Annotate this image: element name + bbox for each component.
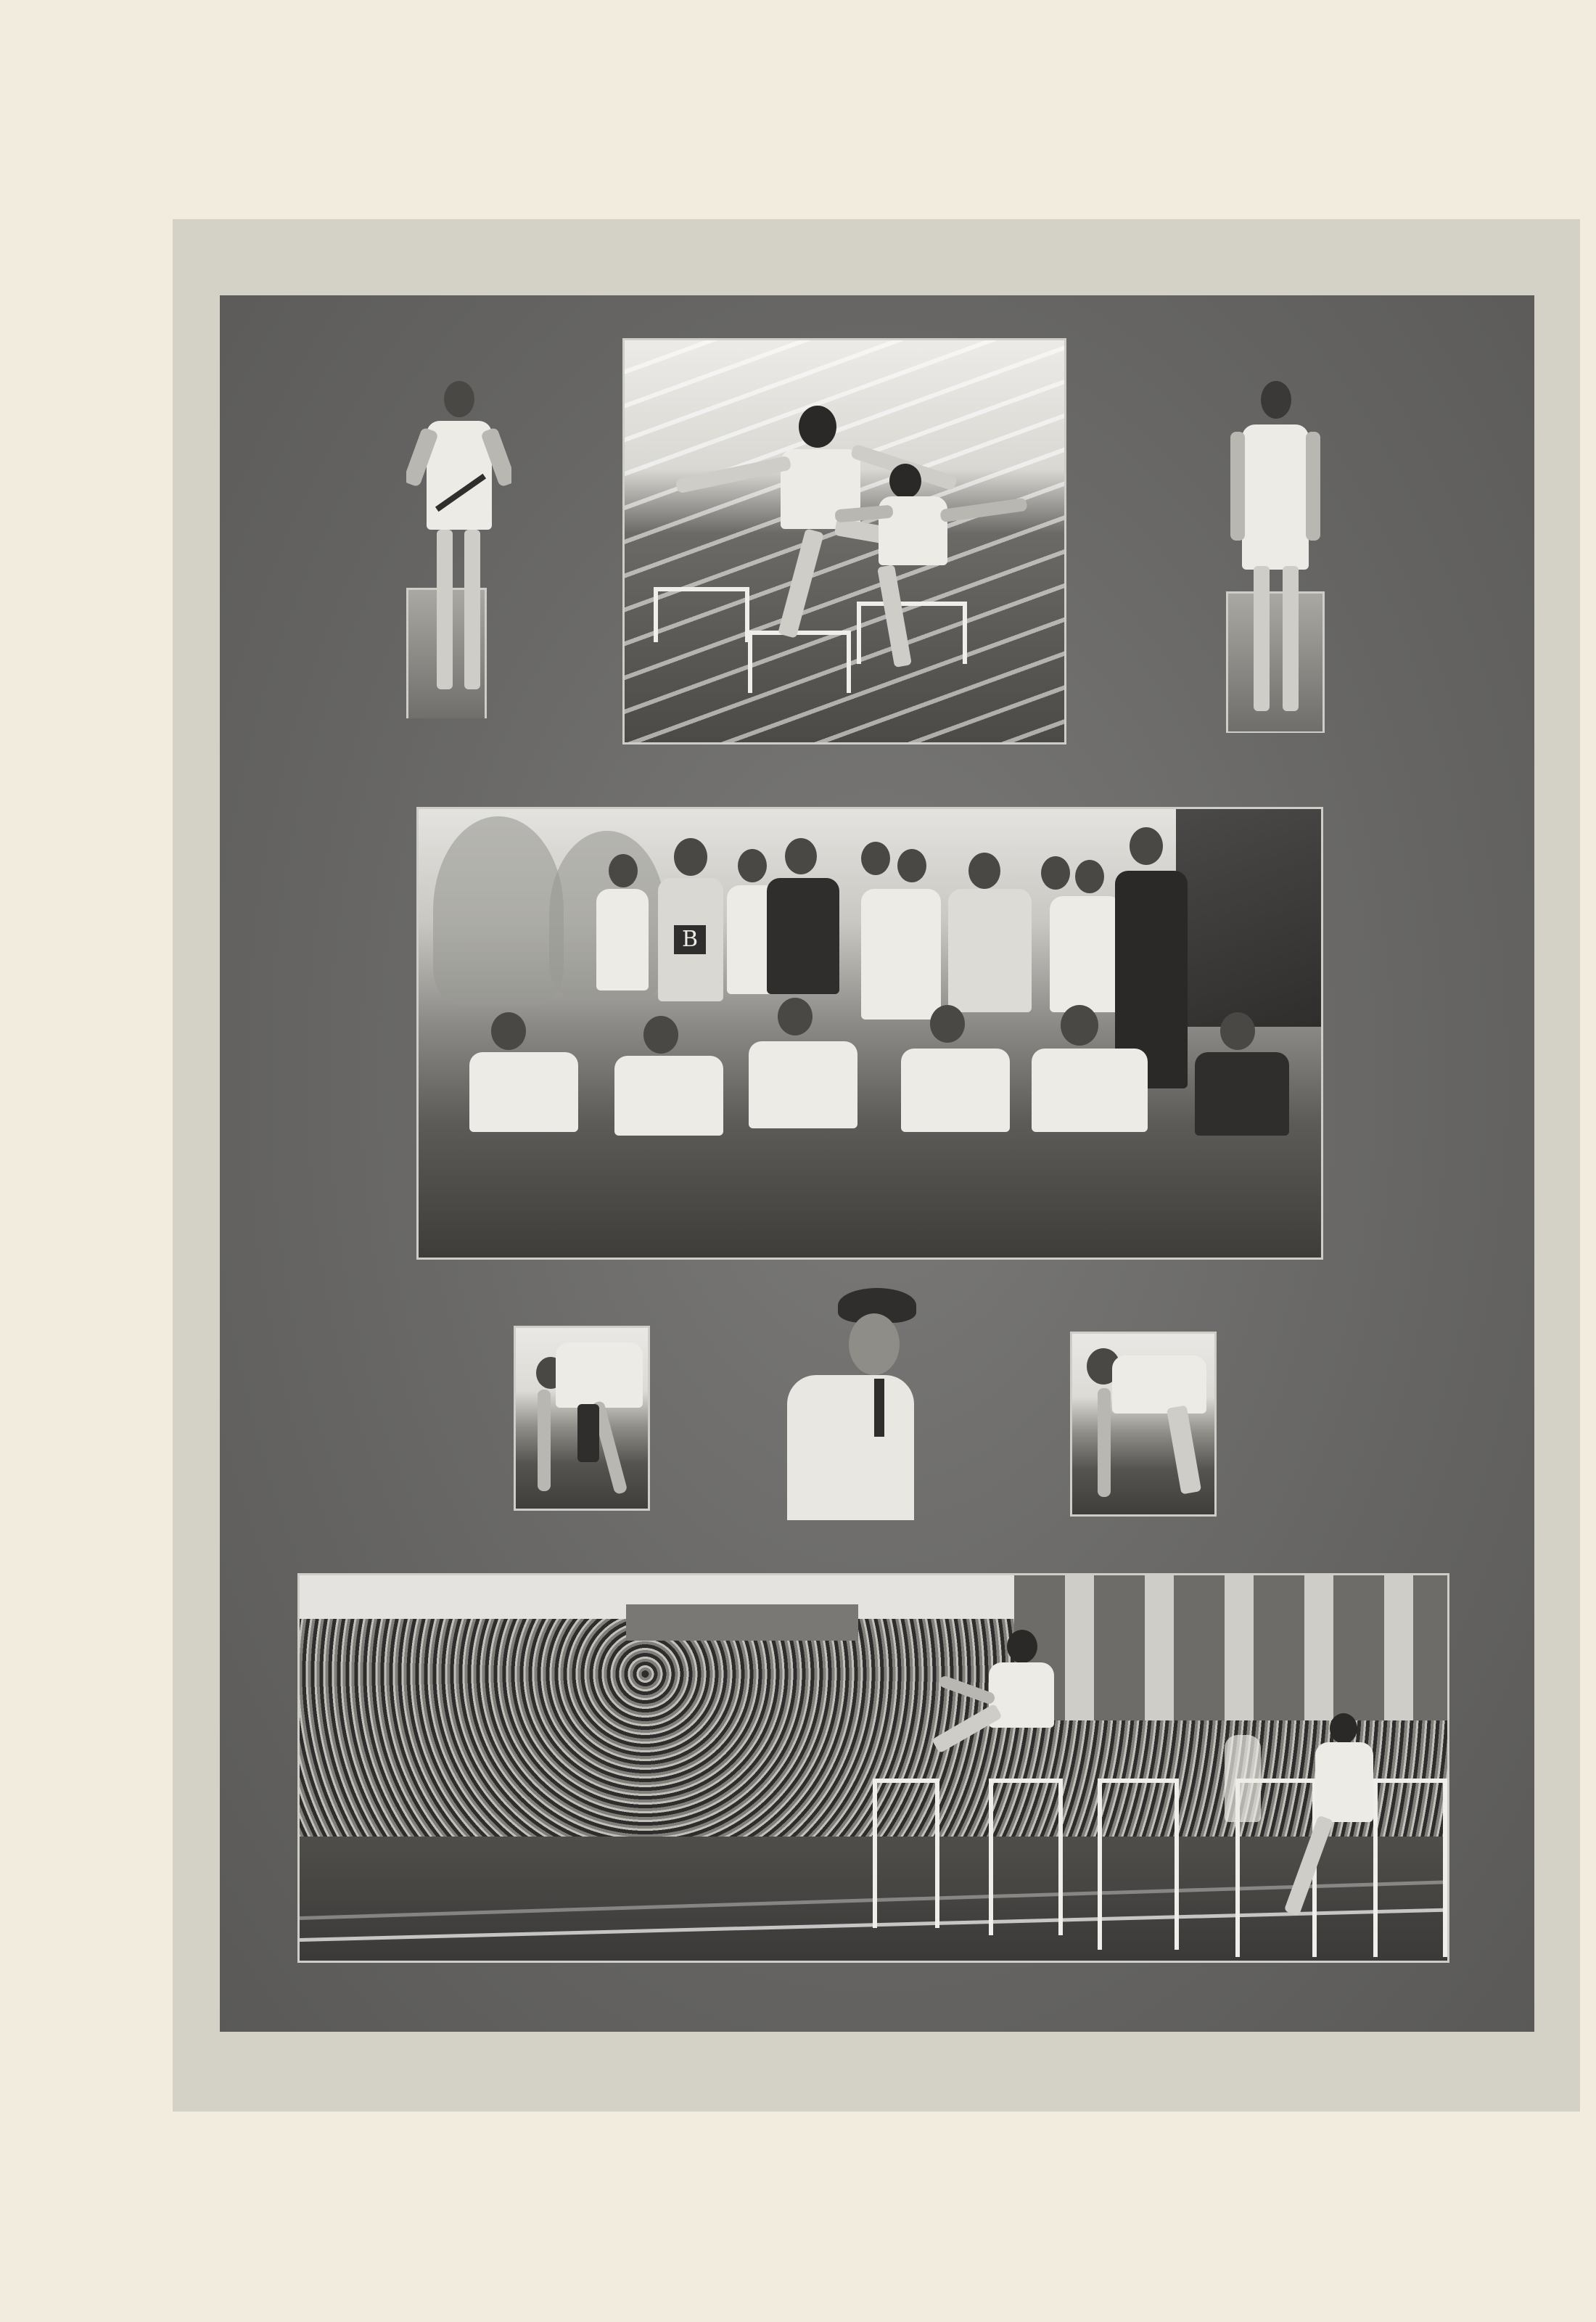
photo-race-crowd xyxy=(297,1573,1449,1963)
team-front-row xyxy=(419,809,1323,1260)
photo-hurdlers-top xyxy=(622,338,1066,744)
photo-starter-left xyxy=(514,1326,650,1511)
photo-starter-right xyxy=(1070,1332,1217,1517)
team-jersey-letter: B xyxy=(674,925,706,954)
photo-team xyxy=(416,807,1323,1260)
photo-coach xyxy=(780,1288,918,1520)
photo-runner-left xyxy=(406,381,511,718)
photo-runner-right xyxy=(1226,381,1328,733)
